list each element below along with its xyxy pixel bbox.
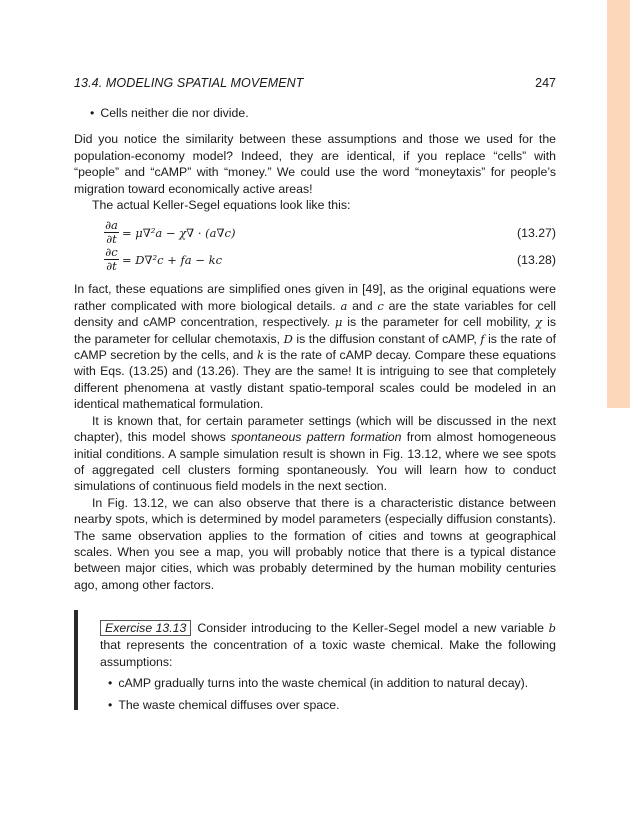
list-item: • The waste chemical diffuses over space.	[108, 698, 340, 712]
paragraph-characteristic-distance: In Fig. 13.12, we can also observe that there is a characteristic distance between nearby spots, which is determined by model parameters (especially diffusion constants). The same observation applies to the formation of cities and towns at geographical scales. When you see a map, you will probably notice that there is a typical distance between major cities, which was probably determined by the human mobility centuries ago, among other factors.	[74, 495, 556, 592]
equation-rhs: = μ∇²a − χ∇ · (a∇c)	[122, 226, 236, 241]
main-text	[74, 105, 556, 593]
equation-lhs-fraction: $\frac{\partial c}{\partial t}$	[105, 245, 118, 274]
list-item: • cAMP gradually turns into the waste chemical (in addition to natural decay).	[108, 676, 529, 690]
section-title: 13.4. MODELING SPATIAL MOVEMENT	[74, 76, 304, 90]
equation-lhs-fraction: $\frac{\partial a}{\partial t}$	[105, 218, 118, 247]
equation-number: (13.27)	[517, 226, 556, 241]
bullet-icon: •	[108, 676, 113, 690]
exercise-bullet-list	[100, 675, 556, 714]
exercise-box	[74, 610, 560, 710]
equation-13-27	[104, 219, 556, 246]
paragraph-parameters: In fact, these equations are simplified ones given in [49], as the original equations were rather complicated with more biological details. a and c are the state variables for cell density and cAMP concentration, respectively. μ is the parameter for cell mobility, χ is the parameter for cellular chemotaxis, D is the diffusion constant of cAMP, f is the rate of cAMP secretion by the cells, and k is the rate of cAMP decay. Compare these equations with Eqs. (13.25) and (13.26). They are the same! It is intriguing to see that completely different phenomena at vastly distant spatio-temporal scales could be modeled in an identical mathematical formulation.	[74, 282, 557, 412]
equation-number: (13.28)	[517, 253, 556, 268]
exercise-text: Exercise 13.13 Consider introducing to the Keller-Segel model a new variable b that represents the concentration of a toxic waste chemical. Make the following assumptions:	[100, 621, 556, 669]
paragraph-pattern-formation: It is known that, for certain parameter settings (which will be discussed in the next chapter), this model shows spontaneous pattern formation from almost homogeneous initial conditions. A sample simulation result is shown in Fig. 13.12, where we see spots of aggregated cell clusters forming spontaneously. You will learn how to conduct simulations of continuous field models in the next section.	[74, 413, 556, 494]
equation-13-28	[104, 246, 556, 273]
running-header	[74, 76, 556, 90]
exercise-content	[100, 620, 556, 719]
bullet-icon: •	[108, 698, 113, 712]
bullet-icon: •	[90, 106, 95, 120]
exercise-label: Exercise 13.13	[100, 620, 191, 636]
paragraph-equations-intro: The actual Keller-Segel equations look like this:	[92, 198, 351, 213]
paragraph-similarity: Did you notice the similarity between these assumptions and those we used for the population-economy model? Indeed, they are identical, if you replace “cells” with “people” and “cAMP” with “money.” We could use the word “moneytaxis” for people’s migration toward economically active areas!	[74, 132, 556, 196]
page-number: 247	[535, 76, 556, 90]
equation-rhs: = D∇²c + fa − kc	[122, 253, 223, 268]
side-thumb-tab	[607, 0, 630, 408]
assumption-bullet: • Cells neither die nor divide.	[90, 106, 249, 120]
